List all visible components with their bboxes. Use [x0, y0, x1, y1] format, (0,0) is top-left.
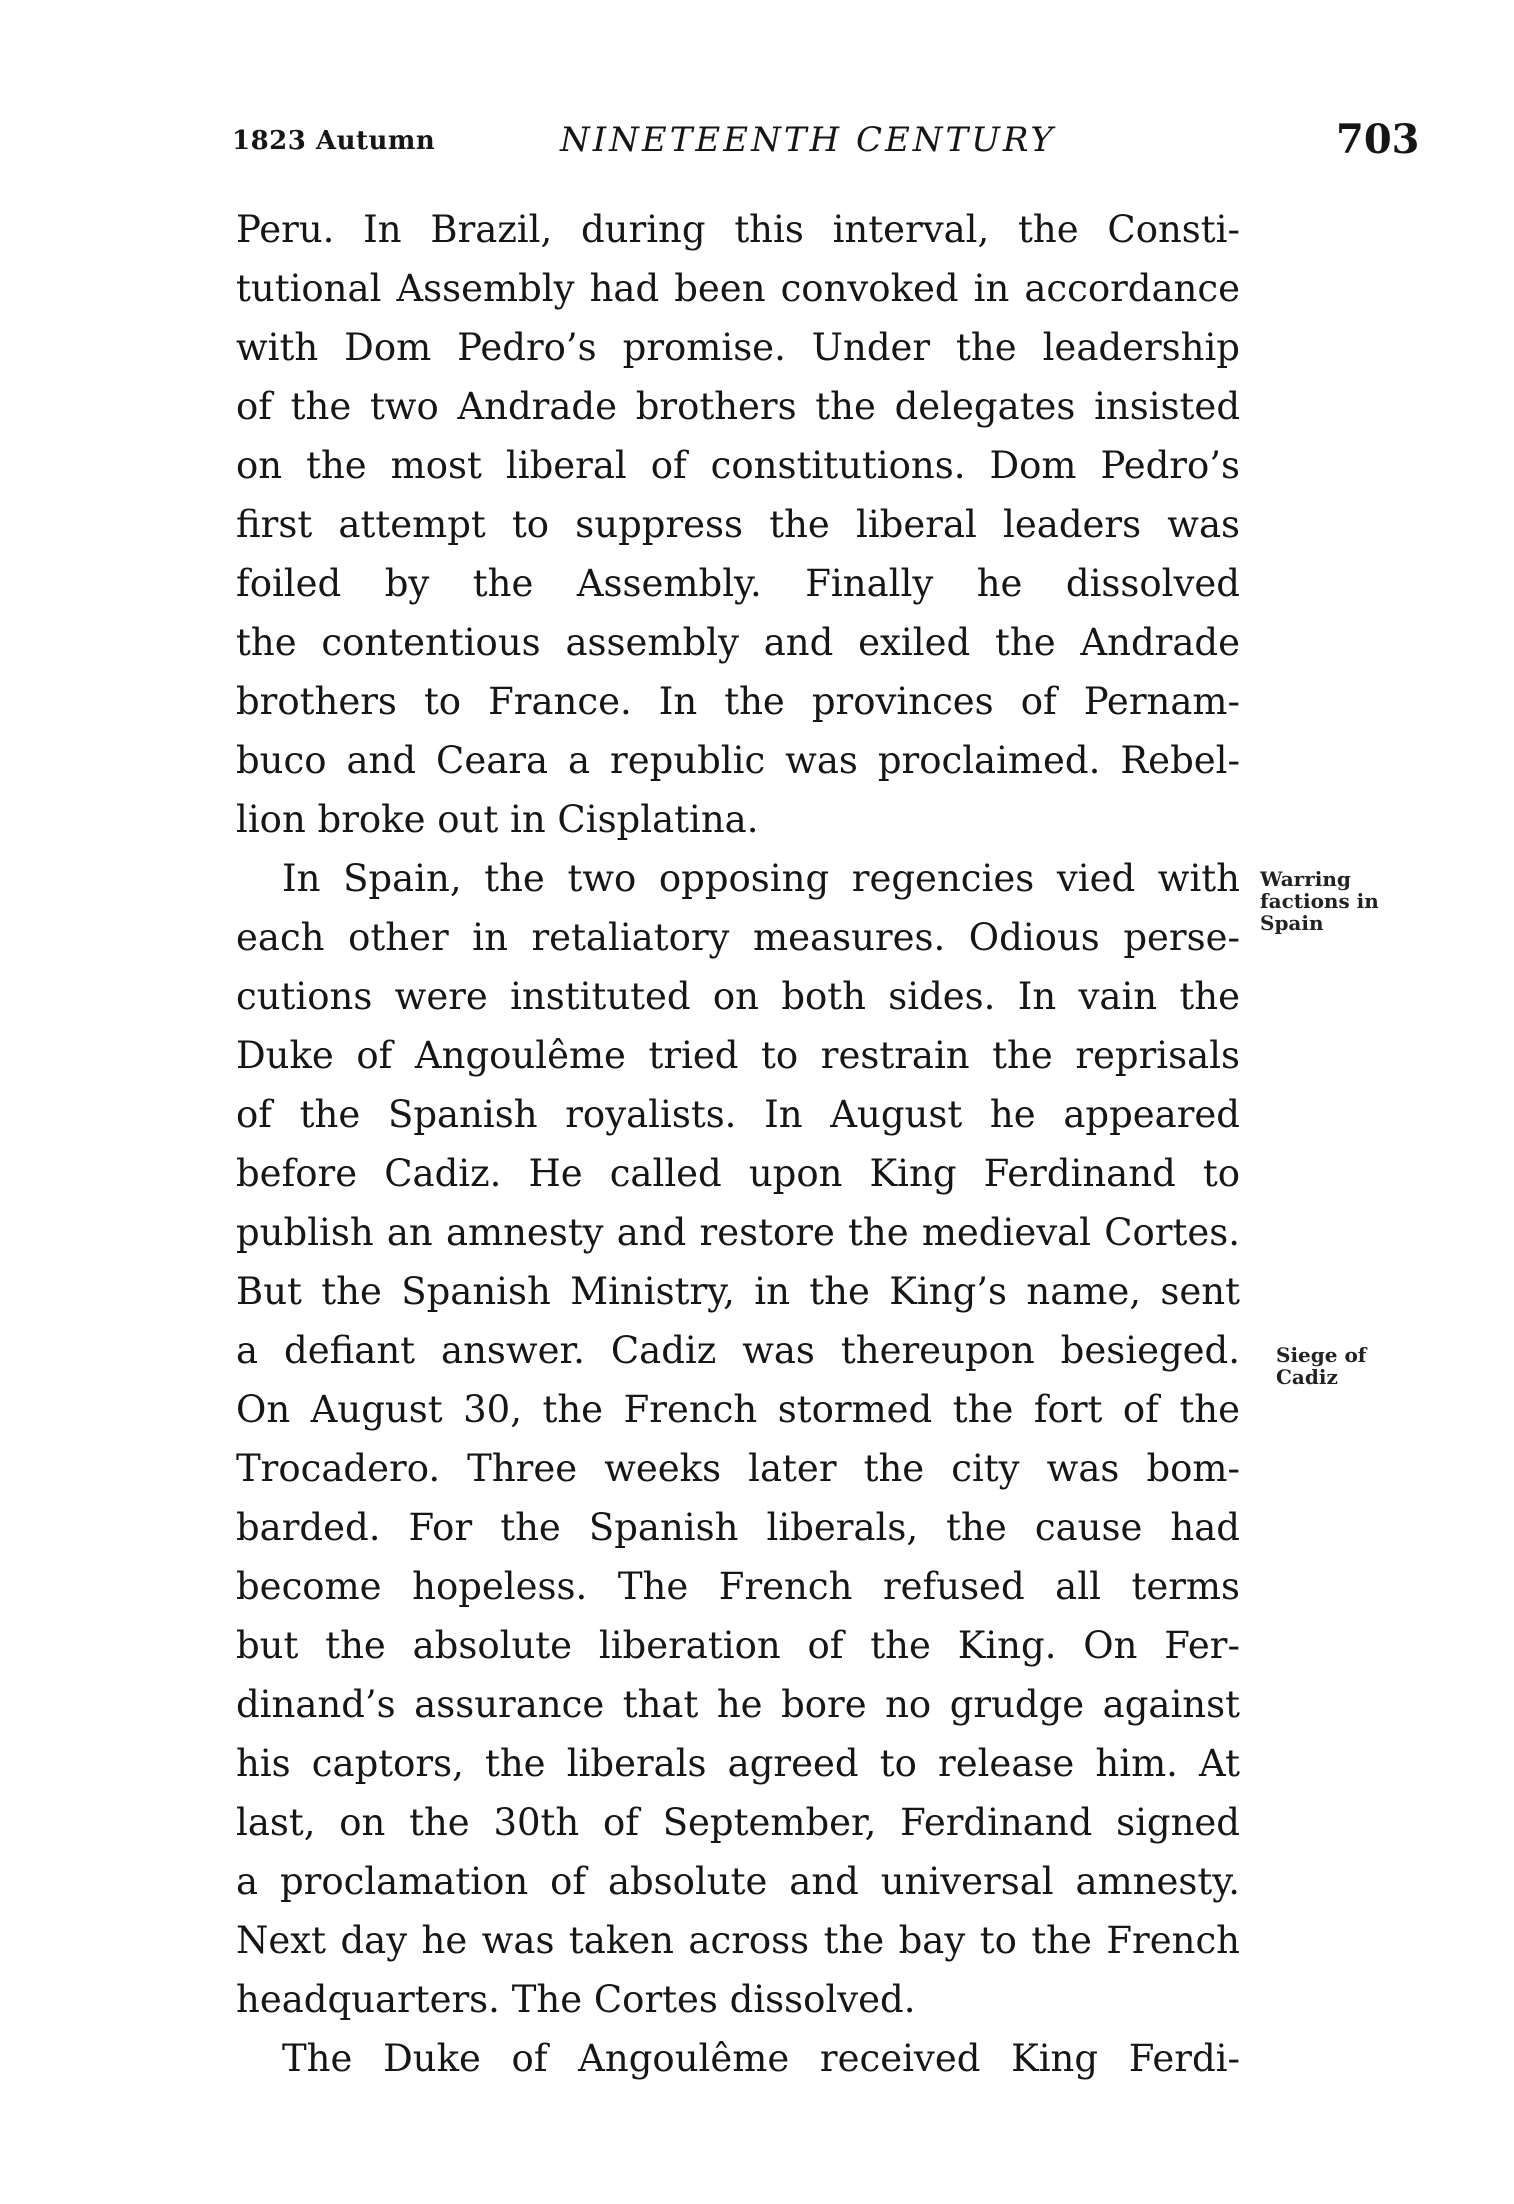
text-line: foiled by the Assembly. Finally he dissolved	[236, 562, 1240, 605]
text-line: buco and Ceara a republic was proclaimed. Rebel-	[236, 739, 1240, 782]
margin-note-line: Siege of	[1276, 1343, 1367, 1367]
margin-note-line: Cadiz	[1276, 1365, 1338, 1389]
text-line: Trocadero. Three weeks later the city was bom-	[236, 1447, 1240, 1490]
text-line: before Cadiz. He called upon King Ferdinand to	[236, 1152, 1240, 1195]
text-line: barded. For the Spanish liberals, the cause had	[236, 1506, 1240, 1549]
text-line: the contentious assembly and exiled the Andrade	[236, 621, 1240, 664]
text-line: first attempt to suppress the liberal leaders was	[236, 503, 1240, 546]
margin-note-line: Spain	[1260, 911, 1324, 935]
text-line: a proclamation of absolute and universal amnesty.	[236, 1860, 1240, 1903]
text-line: a defiant answer. Cadiz was thereupon besieged.	[236, 1329, 1240, 1372]
text-line: of the two Andrade brothers the delegates insisted	[236, 385, 1240, 428]
running-header-date: 1823 Autumn	[232, 126, 436, 156]
text-line: In Spain, the two opposing regencies vied with	[282, 857, 1240, 900]
text-line: lion broke out in Cisplatina.	[236, 798, 759, 841]
text-line: dinand’s assurance that he bore no grudge against	[236, 1683, 1240, 1726]
text-line: but the absolute liberation of the King. On Fer-	[236, 1624, 1240, 1667]
text-line: publish an amnesty and restore the medieval Cortes.	[236, 1211, 1240, 1254]
text-line: Next day he was taken across the bay to the French	[236, 1919, 1240, 1962]
text-line: his captors, the liberals agreed to release him. At	[236, 1742, 1240, 1785]
text-line: on the most liberal of constitutions. Dom Pedro’s	[236, 444, 1240, 487]
text-line: brothers to France. In the provinces of Pernam-	[236, 680, 1240, 723]
margin-note-siege-of-cadiz	[1276, 1344, 1366, 1388]
text-line: each other in retaliatory measures. Odious perse-	[236, 916, 1240, 959]
main-text	[236, 200, 1240, 2088]
text-line: On August 30, the French stormed the fort of the	[236, 1388, 1240, 1431]
margin-note-line: factions in	[1260, 889, 1379, 913]
text-line: headquarters. The Cortes dissolved.	[236, 1978, 916, 2021]
running-header-title: NINETEENTH CENTURY	[560, 120, 1056, 160]
text-line: of the Spanish royalists. In August he appeared	[236, 1093, 1240, 1136]
margin-note-warring-factions	[1260, 868, 1379, 934]
text-line: But the Spanish Ministry, in the King’s name, sent	[236, 1270, 1240, 1313]
text-line: become hopeless. The French refused all terms	[236, 1565, 1240, 1608]
text-line: Peru. In Brazil, during this interval, the Consti-	[236, 208, 1240, 251]
page-number: 703	[1336, 116, 1420, 163]
text-line: Duke of Angoulême tried to restrain the reprisals	[236, 1034, 1240, 1077]
text-line: last, on the 30th of September, Ferdinand signed	[236, 1801, 1240, 1844]
text-line: cutions were instituted on both sides. In vain the	[236, 975, 1240, 1018]
margin-note-line: Warring	[1260, 867, 1351, 891]
text-line: with Dom Pedro’s promise. Under the leadership	[236, 326, 1240, 369]
text-line: The Duke of Angoulême received King Ferdi-	[282, 2037, 1240, 2080]
text-line: tutional Assembly had been convoked in accordance	[236, 267, 1240, 310]
